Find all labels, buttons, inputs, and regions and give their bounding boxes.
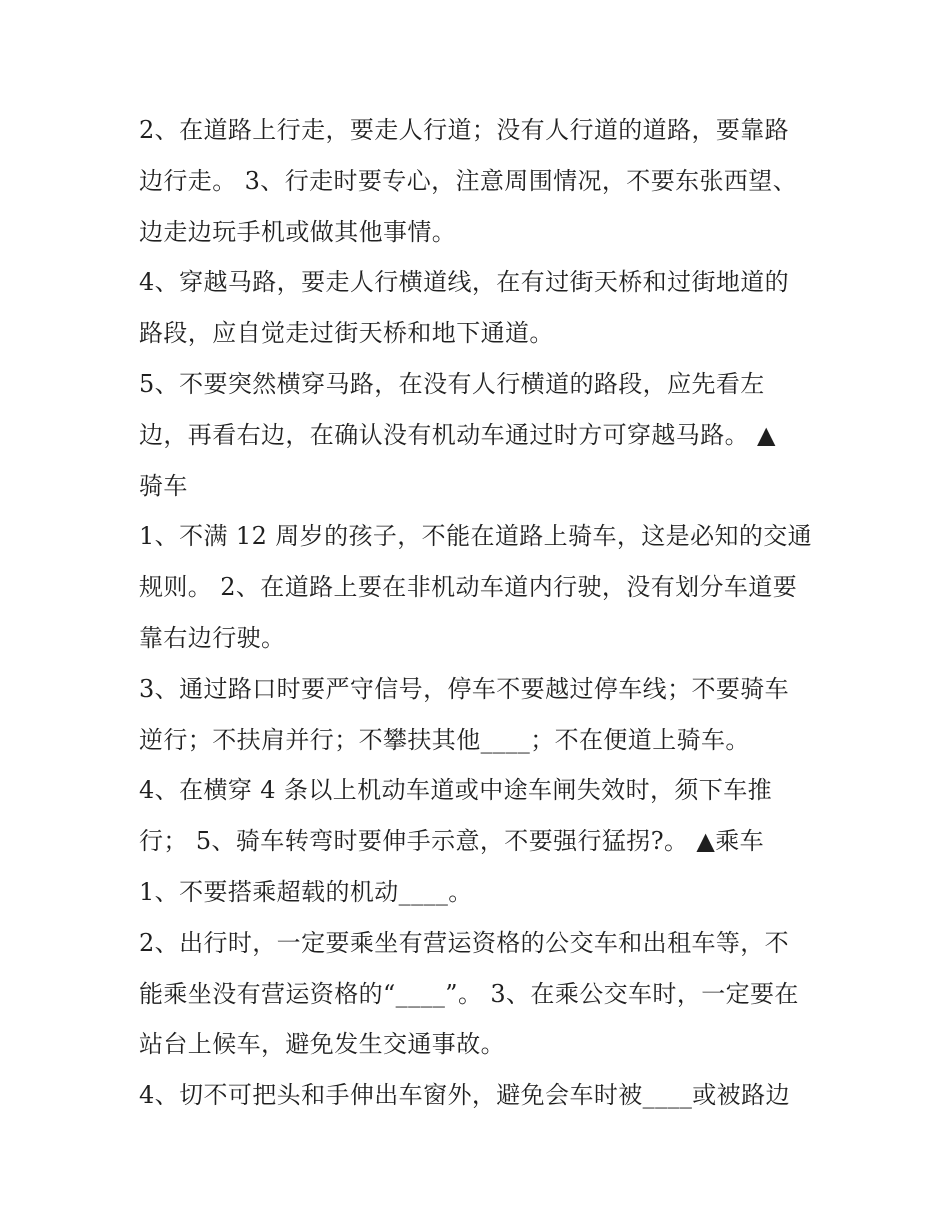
text-line: 站台上候车，避免发生交通事故。	[139, 1030, 505, 1059]
text-line: 5、不要突然横穿马路，在没有人行横道的路段，应先看左	[139, 369, 765, 398]
text-line: 1、不满 12 周岁的孩子，不能在道路上骑车，这是必知的交通	[139, 522, 813, 551]
section-heading-cycling: 骑车	[139, 471, 188, 500]
text-line: 路段，应自觉走过街天桥和地下通道。	[139, 319, 554, 348]
text-line: 边，再看右边，在确认没有机动车通过时方可穿越马路。 ▲	[139, 420, 776, 449]
text-line: 4、切不可把头和手伸出车窗外，避免会车时被____或被路边	[139, 1081, 790, 1110]
text-line: 逆行；不扶肩并行；不攀扶其他____；不在便道上骑车。	[139, 725, 750, 754]
document-body	[139, 105, 819, 1121]
text-line: 靠右边行驶。	[139, 623, 286, 652]
text-line: 规则。 2、在道路上要在非机动车道内行驶，没有划分车道要	[139, 573, 798, 602]
text-line: 能乘坐没有营运资格的“____”。 3、在乘公交车时，一定要在	[139, 979, 799, 1008]
text-line: 2、出行时，一定要乘坐有营运资格的公交车和出租车等，不	[139, 928, 790, 957]
text-line: 1、不要搭乘超载的机动____。	[139, 877, 473, 906]
text-line: 3、通过路口时要严守信号，停车不要越过停车线；不要骑车	[139, 674, 790, 703]
text-line: 2、在道路上行走，要走人行道；没有人行道的道路，要靠路	[139, 116, 790, 144]
text-line: 边行走。 3、行走时要专心，注意周围情况，不要东张西望、	[139, 166, 798, 195]
text-line: 4、穿越马路，要走人行横道线，在有过街天桥和过街地道的	[139, 268, 790, 297]
text-line: 行； 5、骑车转弯时要伸手示意，不要强行猛拐?。 ▲乘车	[139, 827, 765, 856]
text-line: 边走边玩手机或做其他事情。	[139, 217, 457, 246]
text-line: 4、在横穿 4 条以上机动车道或中途车闸失效时，须下车推	[139, 776, 772, 805]
